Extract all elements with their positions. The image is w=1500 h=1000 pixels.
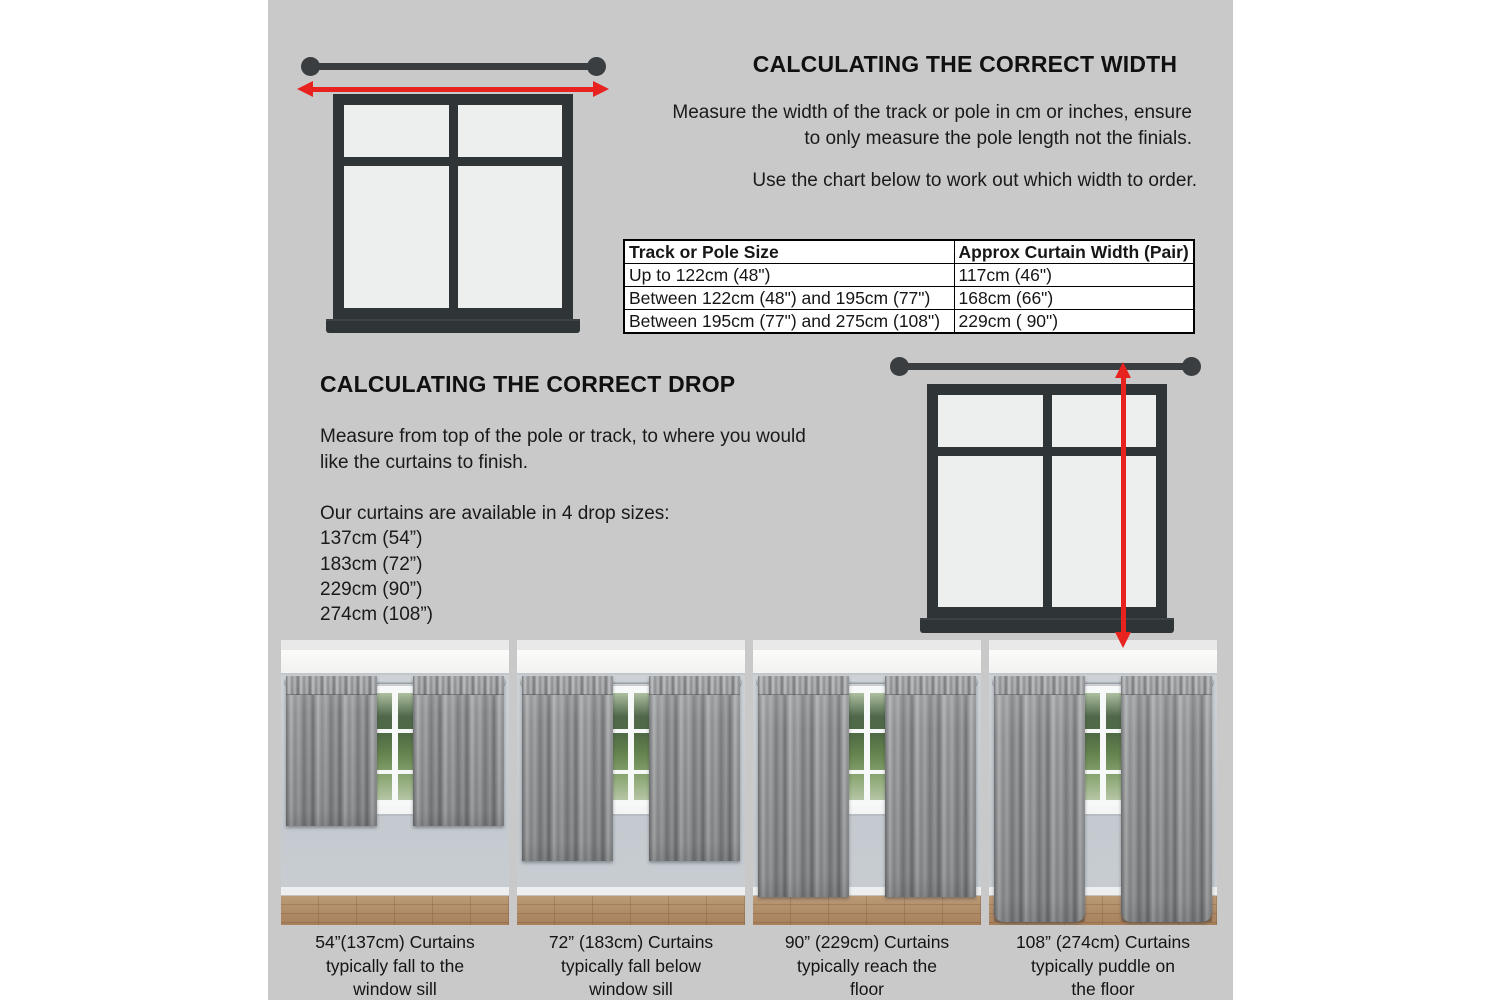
curtain-panel-left <box>758 676 849 897</box>
pole-finial-left <box>890 357 909 376</box>
drop-section-title: CALCULATING THE CORRECT DROP <box>320 371 736 397</box>
drop-para-line2: like the curtains to finish. <box>320 452 529 473</box>
curtain-photo-54in <box>281 640 509 925</box>
table-row: Between 195cm (77") and 275cm (108") 229cm ( 90") <box>624 310 1194 334</box>
ceiling-strip <box>281 640 509 650</box>
window-sill-graphic-drop <box>920 618 1174 633</box>
col-header-curtain-width: Approx Curtain Width (Pair) <box>954 240 1194 264</box>
window-sill-graphic-width <box>326 319 580 333</box>
skirting-board <box>517 887 745 896</box>
curtain-photo-72in <box>517 640 745 925</box>
ceiling-strip <box>989 640 1217 650</box>
curtain-panel-left <box>994 676 1085 922</box>
width-para-line1: Measure the width of the track or pole in cm or inches, ensure <box>672 102 1192 123</box>
drop-size-item: 229cm (90”) <box>320 578 423 600</box>
pole-bar <box>310 63 597 70</box>
photo-caption-90in: 90” (229cm) Curtains typically reach the floor <box>784 932 950 999</box>
curtain-panel-right <box>885 676 976 897</box>
curtain-panel-right <box>1121 676 1212 922</box>
width-para-line2: to only measure the pole length not the finials. <box>804 128 1192 149</box>
wood-floor <box>753 896 981 925</box>
drop-sizes-list <box>320 501 800 627</box>
col-header-pole-size: Track or Pole Size <box>624 240 954 264</box>
pole-finial-right <box>1182 357 1201 376</box>
photo-caption-108in: 108” (274cm) Curtains typically puddle on the floor <box>1015 932 1191 999</box>
width-chart-hint: Use the chart below to work out which width to order. <box>752 170 1197 191</box>
width-section-title: CALCULATING THE CORRECT WIDTH <box>752 51 1178 77</box>
ceiling-strip <box>753 640 981 650</box>
photo-caption-54in: 54”(137cm) Curtains typically fall to the window sill <box>315 932 475 999</box>
curtain-panel-left <box>286 676 377 826</box>
window-graphic-drop <box>927 384 1167 618</box>
drop-sizes-intro: Our curtains are available in 4 drop sizes: <box>320 503 670 524</box>
pole-finial-right <box>587 57 606 76</box>
window-graphic-width <box>333 94 573 319</box>
cornice <box>989 650 1217 675</box>
ceiling-strip <box>517 640 745 650</box>
drop-measure-arrow-icon <box>1115 362 1131 648</box>
table-row: Up to 122cm (48") 117cm (46") <box>624 264 1194 287</box>
size-chart-table <box>623 239 1195 334</box>
drop-size-item: 183cm (72”) <box>320 553 423 575</box>
wood-floor <box>517 896 745 925</box>
drop-section-paragraph <box>320 424 880 476</box>
pole-finial-left <box>301 57 320 76</box>
curtain-panel-right <box>649 676 740 861</box>
pole-bar <box>899 363 1192 370</box>
drop-para-line1: Measure from top of the pole or track, to where you would <box>320 426 806 447</box>
curtain-pole-graphic-width <box>301 57 606 76</box>
curtain-photo-90in <box>753 640 981 925</box>
drop-size-item: 274cm (108”) <box>320 604 433 626</box>
cornice <box>281 650 509 675</box>
cornice <box>753 650 981 675</box>
table-row: Between 122cm (48") and 195cm (77") 168cm (66") <box>624 287 1194 310</box>
wood-floor <box>281 896 509 925</box>
photo-caption-72in: 72” (183cm) Curtains typically fall below window sill <box>548 932 714 999</box>
skirting-board <box>281 887 509 896</box>
curtain-panel-right <box>413 676 504 826</box>
curtain-photo-108in <box>989 640 1217 925</box>
table-header-row <box>624 240 1194 264</box>
cornice <box>517 650 745 675</box>
curtain-panel-left <box>522 676 613 861</box>
curtain-pole-graphic-drop <box>890 357 1201 376</box>
drop-size-item: 137cm (54”) <box>320 528 423 550</box>
width-section-paragraph <box>620 100 1192 152</box>
